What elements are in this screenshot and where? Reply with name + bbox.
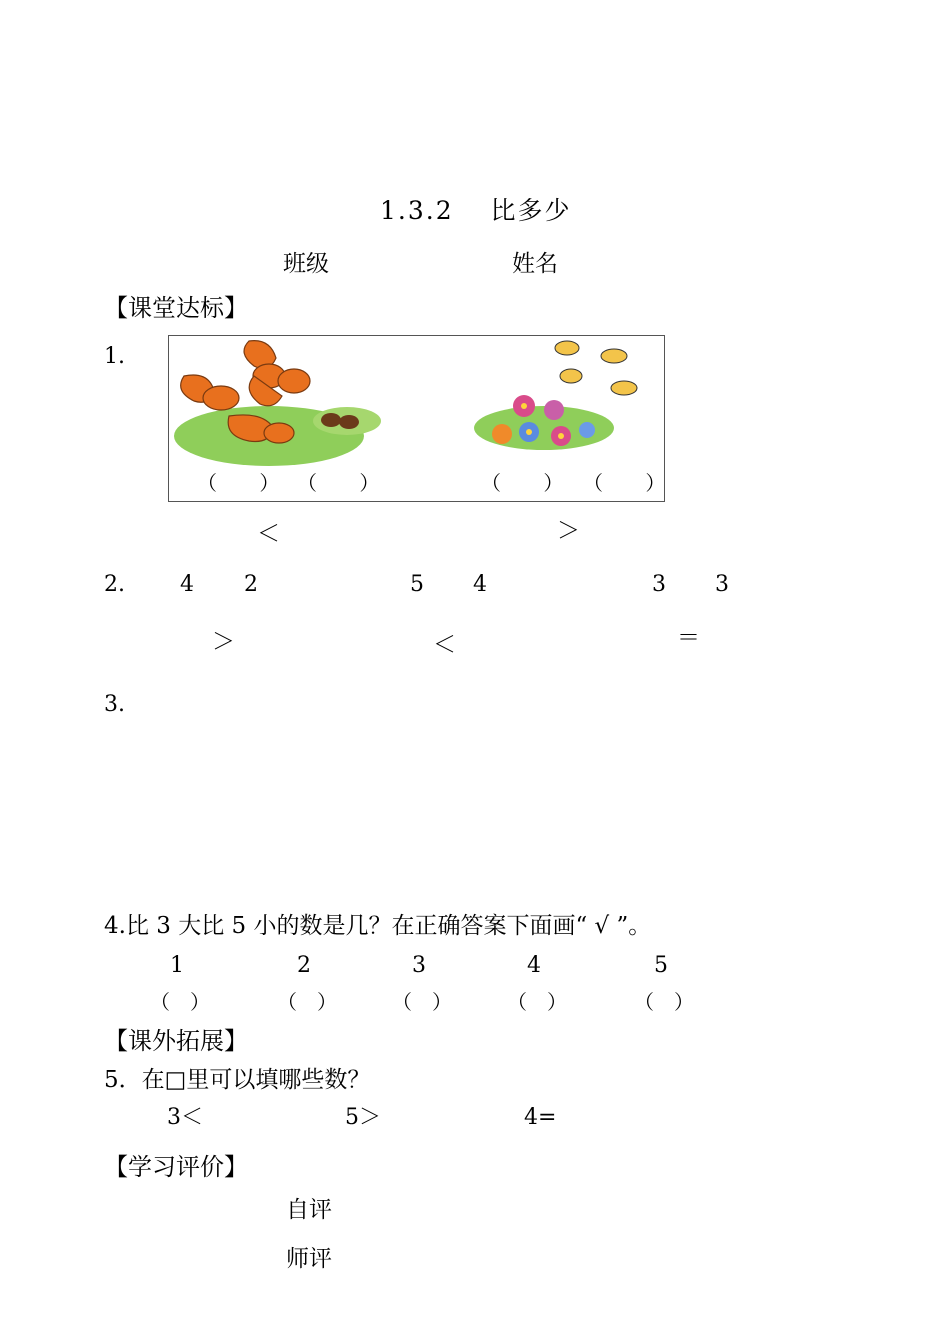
q4-option-4: 4 bbox=[527, 953, 541, 978]
class-label: 班级 bbox=[283, 251, 329, 277]
question-3-number: 3. bbox=[104, 692, 125, 717]
section-evaluation: 【学习评价】 bbox=[104, 1153, 248, 1181]
q2-pair2-right: 4 bbox=[473, 572, 487, 597]
q2-pair1-right: 2 bbox=[244, 572, 258, 597]
question-4-prompt: 4.比 3 大比 5 小的数是几？在正确答案下面画“ √ ”。 bbox=[104, 913, 652, 939]
q5-item-2: 5＞ bbox=[345, 1105, 381, 1130]
bees bbox=[555, 341, 637, 395]
squirrel-body bbox=[203, 386, 239, 410]
question-5-prompt: 5．在□里可以填哪些数？ bbox=[104, 1067, 371, 1093]
q4-blank-2[interactable]: （ ） bbox=[277, 990, 337, 1014]
q4-option-5: 5 bbox=[654, 953, 668, 978]
question-1-number: 1. bbox=[104, 344, 125, 369]
question-2-number: 2. bbox=[104, 572, 125, 597]
q5-item-3: 4= bbox=[524, 1105, 557, 1130]
q4-blank-1[interactable]: （ ） bbox=[150, 990, 210, 1014]
flower bbox=[492, 424, 512, 444]
q1-sign-less: ＜ bbox=[257, 521, 280, 547]
answer-blank-flowers[interactable]: （ ） bbox=[481, 471, 582, 495]
bee bbox=[611, 381, 637, 395]
page-title: 1.3.2 比多少 bbox=[380, 196, 572, 225]
section-extension: 【课外拓展】 bbox=[104, 1027, 248, 1055]
bee bbox=[555, 341, 579, 355]
answer-blank-squirrels[interactable]: （ ） bbox=[197, 471, 298, 495]
flower-center bbox=[558, 433, 564, 439]
pine-cone bbox=[321, 413, 341, 427]
flower bbox=[544, 400, 564, 420]
flower-center bbox=[521, 403, 527, 409]
q4-blank-4[interactable]: （ ） bbox=[507, 990, 567, 1014]
section-classroom: 【课堂达标】 bbox=[104, 294, 248, 322]
q2-pair1-left: 4 bbox=[180, 572, 194, 597]
squirrel-body bbox=[264, 423, 294, 443]
q2-sign-equal: ＝ bbox=[677, 625, 700, 651]
answer-blank-pinecones[interactable]: （ ） bbox=[297, 471, 398, 495]
q4-option-2: 2 bbox=[297, 953, 311, 978]
bee bbox=[601, 349, 627, 363]
flower-center bbox=[526, 429, 532, 435]
q4-option-3: 3 bbox=[412, 953, 426, 978]
flower bbox=[579, 422, 595, 438]
q2-pair3-right: 3 bbox=[715, 572, 729, 597]
q5-item-1: 3＜ bbox=[167, 1105, 203, 1130]
teacher-evaluation-label: 师评 bbox=[286, 1246, 332, 1272]
q2-pair3-left: 3 bbox=[652, 572, 666, 597]
q2-pair2-left: 5 bbox=[410, 572, 424, 597]
pine-cone bbox=[339, 415, 359, 429]
q1-sign-greater: ＞ bbox=[557, 518, 580, 544]
q2-sign-greater: ＞ bbox=[212, 629, 235, 655]
q2-sign-less: ＜ bbox=[433, 632, 456, 658]
self-evaluation-label: 自评 bbox=[286, 1197, 332, 1223]
q4-option-1: 1 bbox=[170, 953, 184, 978]
question-1-illustration bbox=[168, 335, 684, 502]
name-label: 姓名 bbox=[512, 251, 558, 277]
answer-blank-bees[interactable]: （ ） bbox=[583, 471, 684, 495]
q4-blank-5[interactable]: （ ） bbox=[634, 990, 694, 1014]
bee bbox=[560, 369, 582, 383]
squirrel-body bbox=[278, 369, 310, 393]
q4-blank-3[interactable]: （ ） bbox=[392, 990, 452, 1014]
